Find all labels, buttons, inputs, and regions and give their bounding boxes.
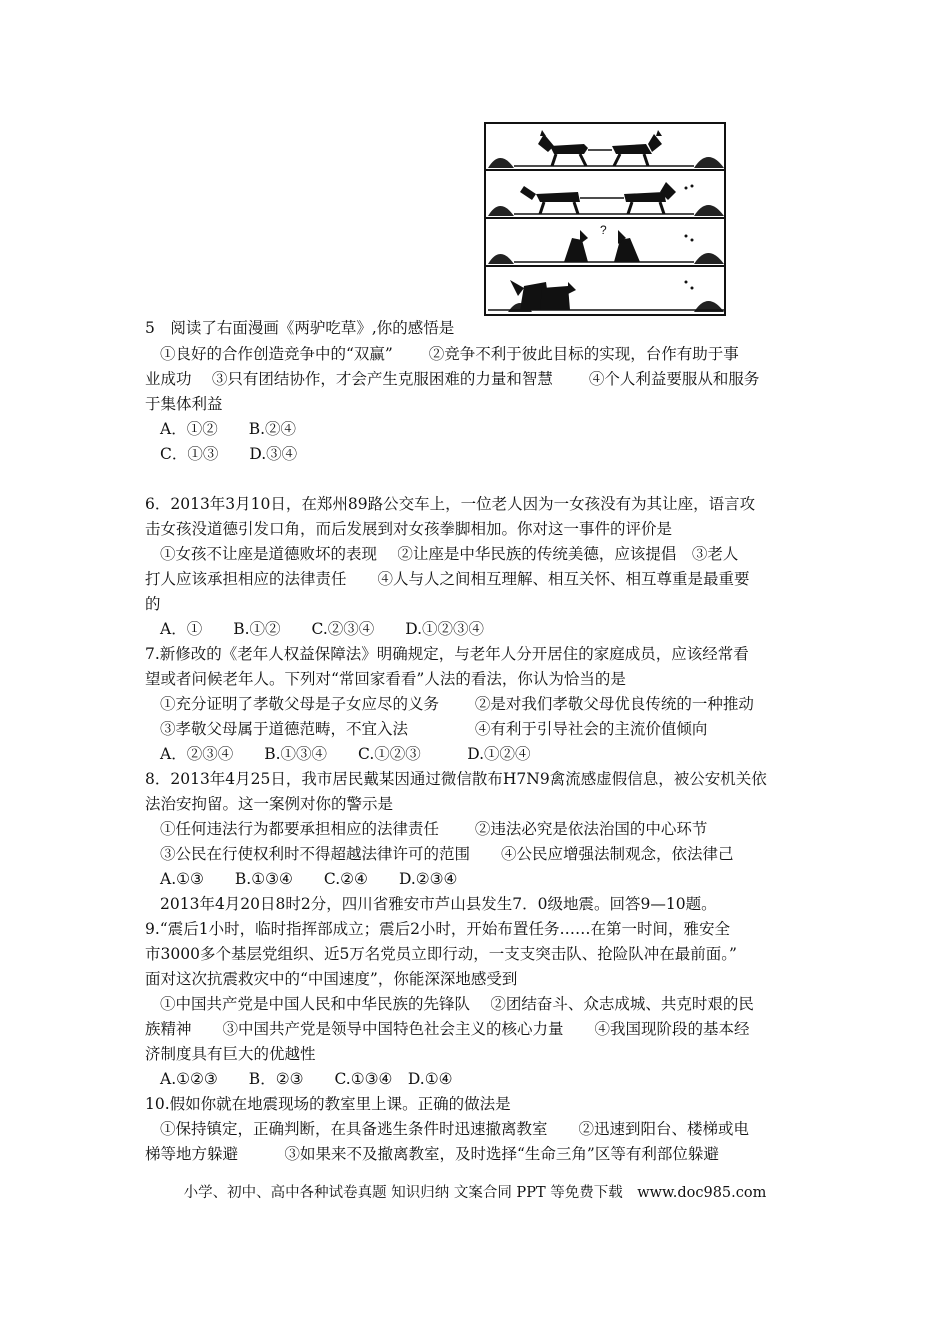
q6-line-4: 打人应该承担相应的法律责任 ④人与人之间相互理解、相互关怀、相互尊重是最重要 (145, 570, 750, 588)
q9-line-3: 面对这次抗震救灾中的“中国速度”，你能深深地感受到 (145, 970, 518, 988)
q6-choices: A．① B.①② C.②③④ D.①②③④ (160, 620, 485, 638)
q7-line-1: 7.新修改的《老年人权益保障法》明确规定，与老年人分开居住的家庭成员，应该经常看 (145, 645, 749, 663)
q10-line-3: 梯等地方躲避 ③如果来不及撤离教室，及时选择“生命三角”区等有利部位躲避 (145, 1145, 719, 1163)
q9-line-6: 济制度具有巨大的优越性 (145, 1045, 316, 1063)
q10-line-1: 10.假如你就在地震现场的教室里上课。正确的做法是 (145, 1095, 511, 1113)
q6-line-3: ①女孩不让座是道德败坏的表现 ②让座是中华民族的传统美德，应该提倡 ③老人 (160, 545, 739, 563)
q8-line-1: 8．2013年4月25日，我市居民戴某因通过微信散布H7N9禽流感虚假信息，被公安机关依 (145, 770, 767, 788)
q6-line-5: 的 (145, 595, 161, 613)
question-mark: ? (600, 223, 607, 237)
two-donkeys-cartoon (484, 122, 726, 316)
q5-options-line-2: 业成功 ③只有团结协作，才会产生克服困难的力量和智慧 ④个人利益要服从和服务 (145, 370, 760, 388)
q9-line-1: 9.“震后1小时，临时指挥部成立；震后2小时，开始布置任务……在第一时间，雅安全 (145, 920, 730, 938)
q8-line-4: ③公民在行使权利时不得超越法律许可的范围 ④公民应增强法制观念，依法律己 (160, 845, 734, 863)
q5-stem: 5 阅读了右面漫画《两驴吃草》,你的感悟是 (145, 319, 455, 337)
q10-line-2: ①保持镇定，正确判断，在具备逃生条件时迅速撤离教室 ②迅速到阳台、楼梯或电 (160, 1120, 750, 1138)
q7-line-2: 望或者问候老年人。下列对“常回家看看”人法的看法，你认为恰当的是 (145, 670, 626, 688)
q9-line-2: 市3000多个基层党组织、近5万名党员立即行动，一支支突击队、抢险队冲在最前面。” (145, 945, 737, 963)
q5-choices-cd: C．①③ D.③④ (160, 445, 298, 463)
q5-options-line-1: ①良好的合作创造竞争中的“双赢” ②竞争不利于彼此目标的实现，台作有助于事 (160, 345, 739, 363)
q9-choices: A.①②③ B．②③ C.①③④ D.①④ (160, 1070, 453, 1088)
q5-options-line-3: 于集体利益 (145, 395, 223, 413)
q9-line-5: 族精神 ③中国共产党是领导中国特色社会主义的核心力量 ④我国现阶段的基本经 (145, 1020, 750, 1038)
q8-line-3: ①任何违法行为都要承担相应的法律责任 ②违法必究是依法治国的中心环节 (160, 820, 708, 838)
q7-choices: A．②③④ B.①③④ C.①②③ D.①②④ (160, 745, 531, 763)
q8-line-2: 法治安拘留。这一案例对你的警示是 (145, 795, 394, 813)
q7-line-3: ①充分证明了孝敬父母是子女应尽的义务 ②是对我们孝敬父母优良传统的一种推动 (160, 695, 754, 713)
page-footer: 小学、初中、高中各种试卷真题 知识归纳 文案合同 PPT 等免费下载 www.doc985.com (183, 1185, 767, 1201)
q5-choices-ab: A．①② B.②④ (160, 420, 297, 438)
q8-choices: A.①③ B.①③④ C.②④ D.②③④ (160, 870, 458, 888)
q9-line-4: ①中国共产党是中国人民和中华民族的先锋队 ②团结奋斗、众志成城、共克时艰的民 (160, 995, 754, 1013)
q6-line-2: 击女孩没道德引发口角，而后发展到对女孩拳脚相加。你对这一事件的评价是 (145, 520, 673, 538)
q6-line-1: 6．2013年3月10日，在郑州89路公交车上，一位老人因为一女孩没有为其让座，语言攻 (145, 495, 756, 513)
earthquake-intro: 2013年4月20日8时2分，四川省雅安市芦山县发生7．0级地震。回答9—10题。 (160, 895, 717, 913)
q7-line-4: ③孝敬父母属于道德范畴，不宜入法 ④有利于引导社会的主流价值倾向 (160, 720, 708, 738)
